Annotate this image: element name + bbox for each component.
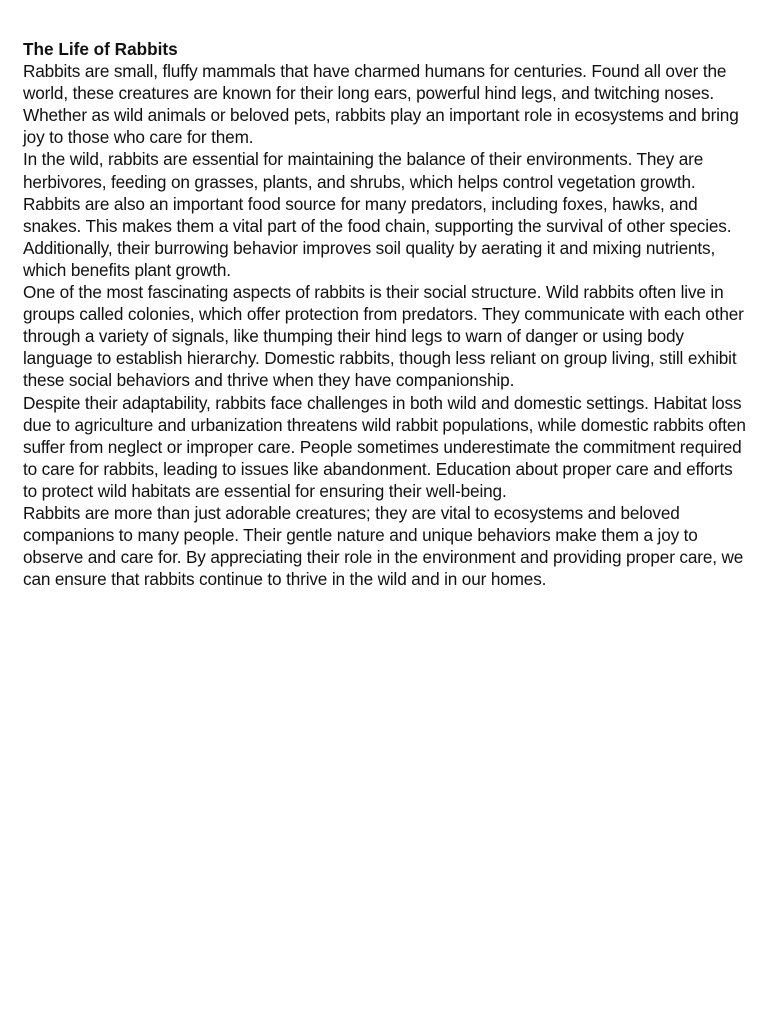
paragraph-challenges: Despite their adaptability, rabbits face challenges in both wild and domestic settings. Habitat loss due to agriculture and urbanization threatens wild rabbit populations, while domestic rabbits often suffer from neglect or improper care. People sometimes underestimate the commitment required to care for rabbits, leading to issues like abandonment. Education about proper care and efforts to protect wild habitats are essential for ensuring their well-being. [23,392,746,501]
paragraph-introduction: Rabbits are small, fluffy mammals that have charmed humans for centuries. Found all over the world, these creatures are known for their long ears, powerful hind legs, and twitching noses. Whether as wild animals or beloved pets, rabbits play an important role in ecosystems and bring joy to those who care for them. [23,61,739,148]
document-body [23,38,751,590]
document-title: The Life of Rabbits [23,39,178,59]
paragraph-conclusion: Rabbits are more than just adorable creatures; they are vital to ecosystems and beloved companions to many people. Their gentle nature and unique behaviors make them a joy to observe and care for. By appreciating their role in the environment and providing proper care, we can ensure that rabbits continue to thrive in the wild and in our homes. [23,502,744,590]
paragraph-ecosystem-role: In the wild, rabbits are essential for maintaining the balance of their environments. They are herbivores, feeding on grasses, plants, and shrubs, which helps control vegetation growth. Rabbits are also an important food source for many predators, including foxes, hawks, and snakes. This makes them a vital part of the food chain, supporting the survival of other species. Additionally, their burrowing behavior improves soil quality by aerating it and mixing nutrients, which benefits plant growth. [23,149,732,280]
paragraph-social-structure: One of the most fascinating aspects of rabbits is their social structure. Wild rabbits often live in groups called colonies, which offer protection from predators. They communicate with each other through a variety of signals, like thumping their hind legs to warn of danger or using body language to establish hierarchy. Domestic rabbits, though less reliant on group living, still exhibit these social behaviors and thrive when they have companionship. [23,282,744,391]
